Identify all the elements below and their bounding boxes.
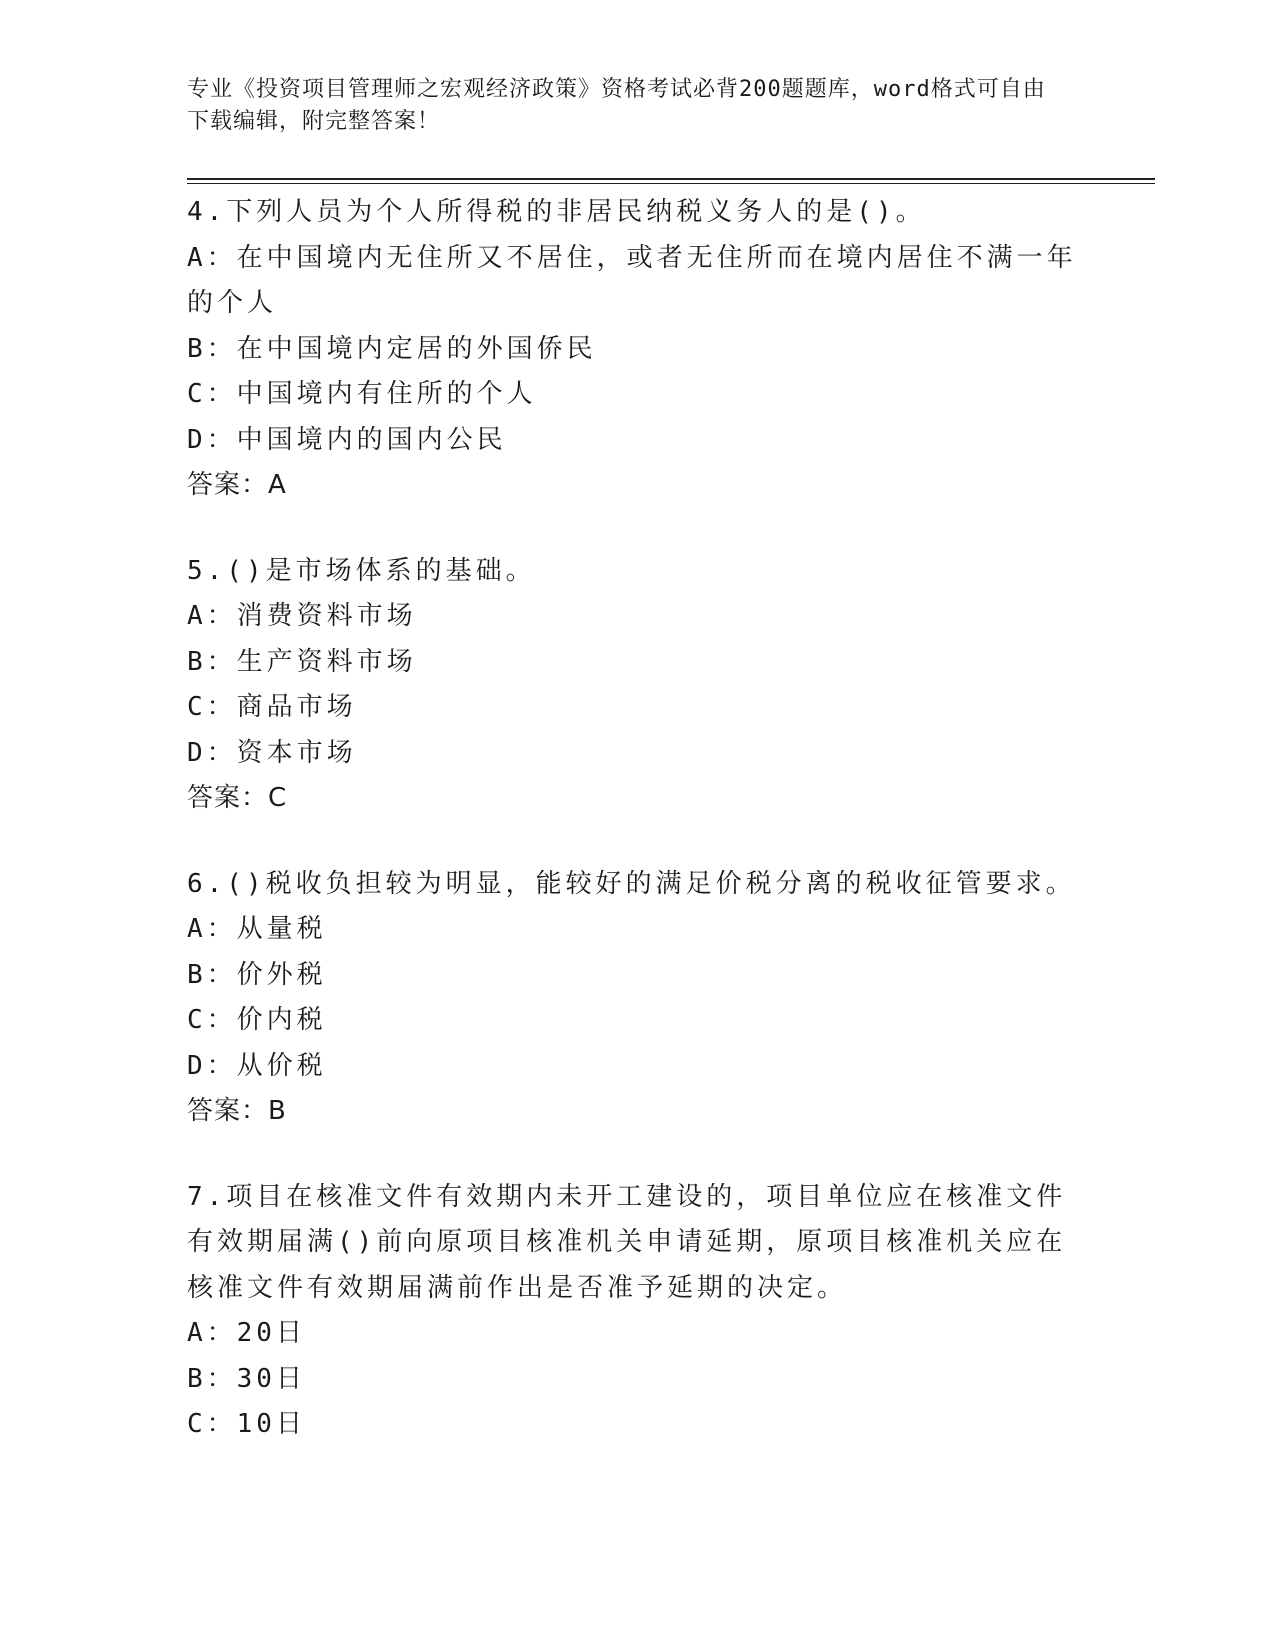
answer: 答案：A — [187, 470, 287, 500]
answer: 答案：C — [187, 783, 288, 813]
question-stem: 5.()是市场体系的基础。 — [187, 555, 536, 586]
option-d: D：从价税 — [187, 1050, 327, 1081]
question-stem: 7.项目在核准文件有效期内未开工建设的，项目单位应在核准文件有效期届满()前向原项目核准机关申请延期，原项目核准机关应在核准文件有效期届满前作出是否准予延期的决定。 — [187, 1181, 1067, 1303]
document-header: 专业《投资项目管理师之宏观经济政策》资格考试必背200题题库，word格式可自由下载编辑，附完整答案！ — [187, 77, 1046, 134]
option-b: B：价外税 — [187, 959, 327, 990]
question-4 — [187, 190, 1087, 509]
question-stem: 6.()税收负担较为明显，能较好的满足价税分离的税收征管要求。 — [187, 868, 1076, 899]
option-b: B：生产资料市场 — [187, 646, 417, 677]
header-divider — [187, 178, 1155, 184]
option-c: C：10日 — [187, 1409, 306, 1439]
option-c: C：价内税 — [187, 1005, 327, 1035]
option-a: A：20日 — [187, 1318, 306, 1348]
answer: 答案：B — [187, 1096, 287, 1126]
option-a: A：在中国境内无住所又不居住，或者无住所而在境内居住不满一年的个人 — [187, 242, 1077, 318]
question-list — [187, 190, 1087, 1488]
question-6 — [187, 862, 1087, 1135]
option-c: C：商品市场 — [187, 692, 357, 722]
option-a: A：从量税 — [187, 914, 327, 944]
option-c: C：中国境内有住所的个人 — [187, 379, 537, 409]
option-d: D：资本市场 — [187, 737, 357, 768]
option-a: A：消费资料市场 — [187, 601, 417, 631]
option-b: B：在中国境内定居的外国侨民 — [187, 333, 597, 364]
option-d: D：中国境内的国内公民 — [187, 424, 507, 455]
question-7 — [187, 1175, 1087, 1448]
question-stem: 4.下列人员为个人所得税的非居民纳税义务人的是()。 — [187, 197, 926, 227]
option-b: B：30日 — [187, 1363, 306, 1394]
question-5 — [187, 549, 1087, 822]
